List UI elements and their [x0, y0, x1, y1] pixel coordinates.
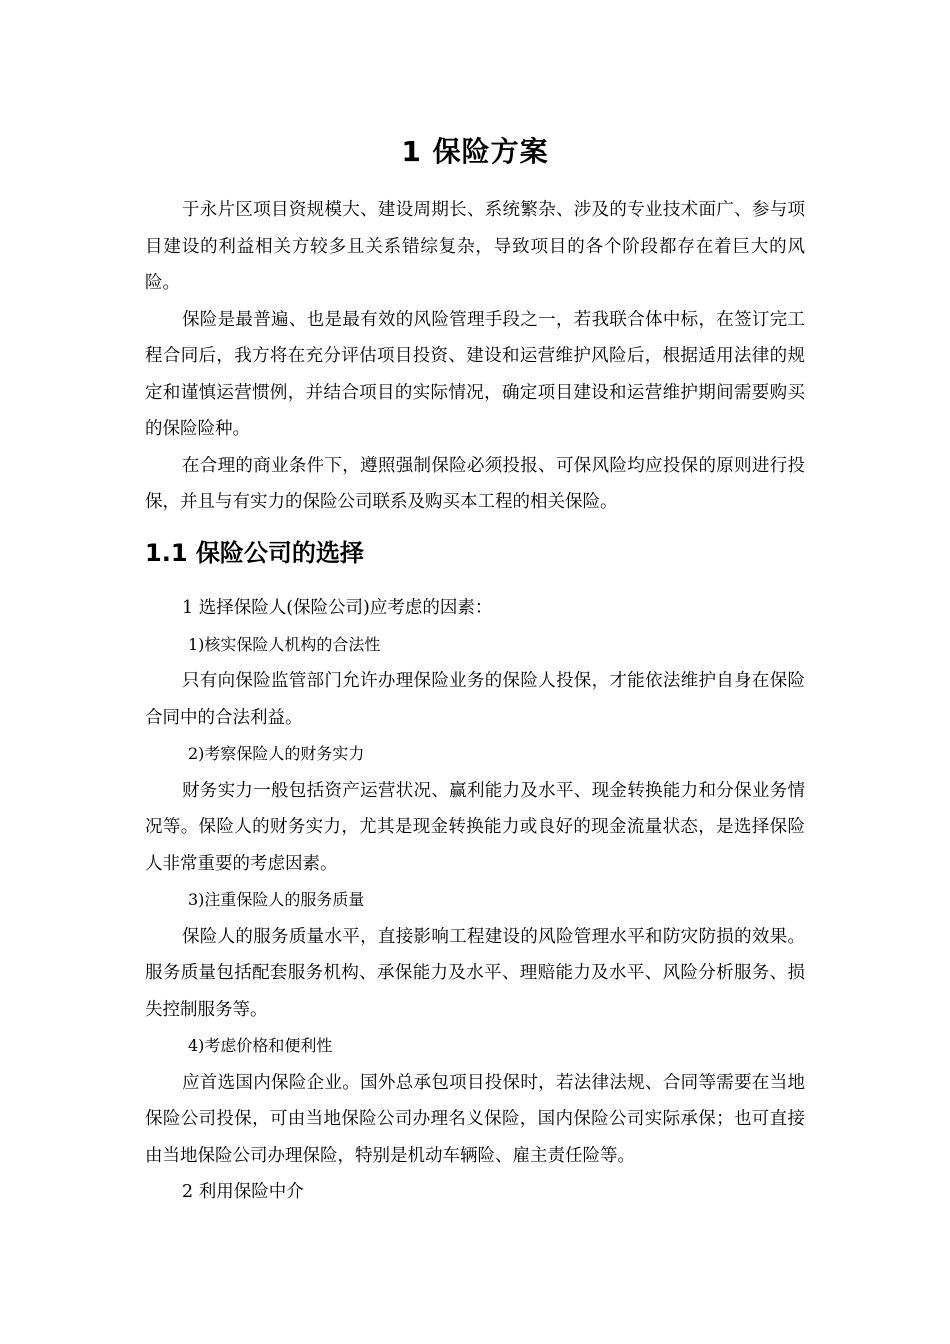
subitem-4: 4)考虑价格和便利性: [188, 1036, 333, 1055]
intro-body: [145, 192, 805, 521]
list-item-1: 1 选择保险人(保险公司)应考虑的因素：: [182, 598, 493, 618]
subitem-3: 3)注重保险人的服务质量: [188, 890, 365, 909]
subitem-4-text: 应首选国内保险企业。国外总承包项目投保时，若法律法规、合同等需要在当地保险公司投保，可由当地保险公司办理名义保险，国内保险公司实际承保；也可直接由当地保险公司办理保险，特别是机动车辆险、雇主责任险等。: [145, 1072, 805, 1166]
subitem-2: 2)考察保险人的财务实力: [188, 744, 365, 763]
subitem-1: 1)核实保险人机构的合法性: [188, 634, 381, 654]
list-item-2: 2 利用保险中介: [182, 1182, 304, 1202]
subitem-2-text: 财务实力一般包括资产运营状况、赢利能力及水平、现金转换能力和分保业务情况等。保险人的财务实力，尤其是现金转换能力或良好的现金流量状态，是选择保险人非常重要的考虑因素。: [145, 780, 805, 874]
section-body: [145, 590, 805, 1211]
intro-paragraph-1: 于永片区项目资规模大、建设周期长、系统繁杂、涉及的专业技术面广、参与项目建设的利益相关方较多且关系错综复杂，导致项目的各个阶段都存在着巨大的风险。: [145, 200, 805, 293]
intro-paragraph-2: 保险是最普遍、也是最有效的风险管理手段之一，若我联合体中标，在签订完工程合同后，我方将在充分评估项目投资、建设和运营维护风险后，根据适用法律的规定和谨慎运营惯例，并结合项目的实际情况，确定项目建设和运营维护期间需要购买的保险险种。: [145, 309, 805, 439]
intro-paragraph-3: 在合理的商业条件下，遵照强制保险必须投报、可保风险均应投保的原则进行投保，并且与有实力的保险公司联系及购买本工程的相关保险。: [145, 455, 805, 512]
subitem-1-text: 只有向保险监管部门允许办理保险业务的保险人投保，才能依法维护自身在保险合同中的合法利益。: [145, 671, 805, 728]
chapter-title: 1 保险方案: [401, 135, 549, 168]
subitem-3-text: 保险人的服务质量水平，直接影响工程建设的风险管理水平和防灾防损的效果。服务质量包括配套服务机构、承保能力及水平、理赔能力及水平、风险分析服务、损失控制服务等。: [145, 926, 805, 1020]
section-heading: 1.1 保险公司的选择: [145, 539, 364, 567]
